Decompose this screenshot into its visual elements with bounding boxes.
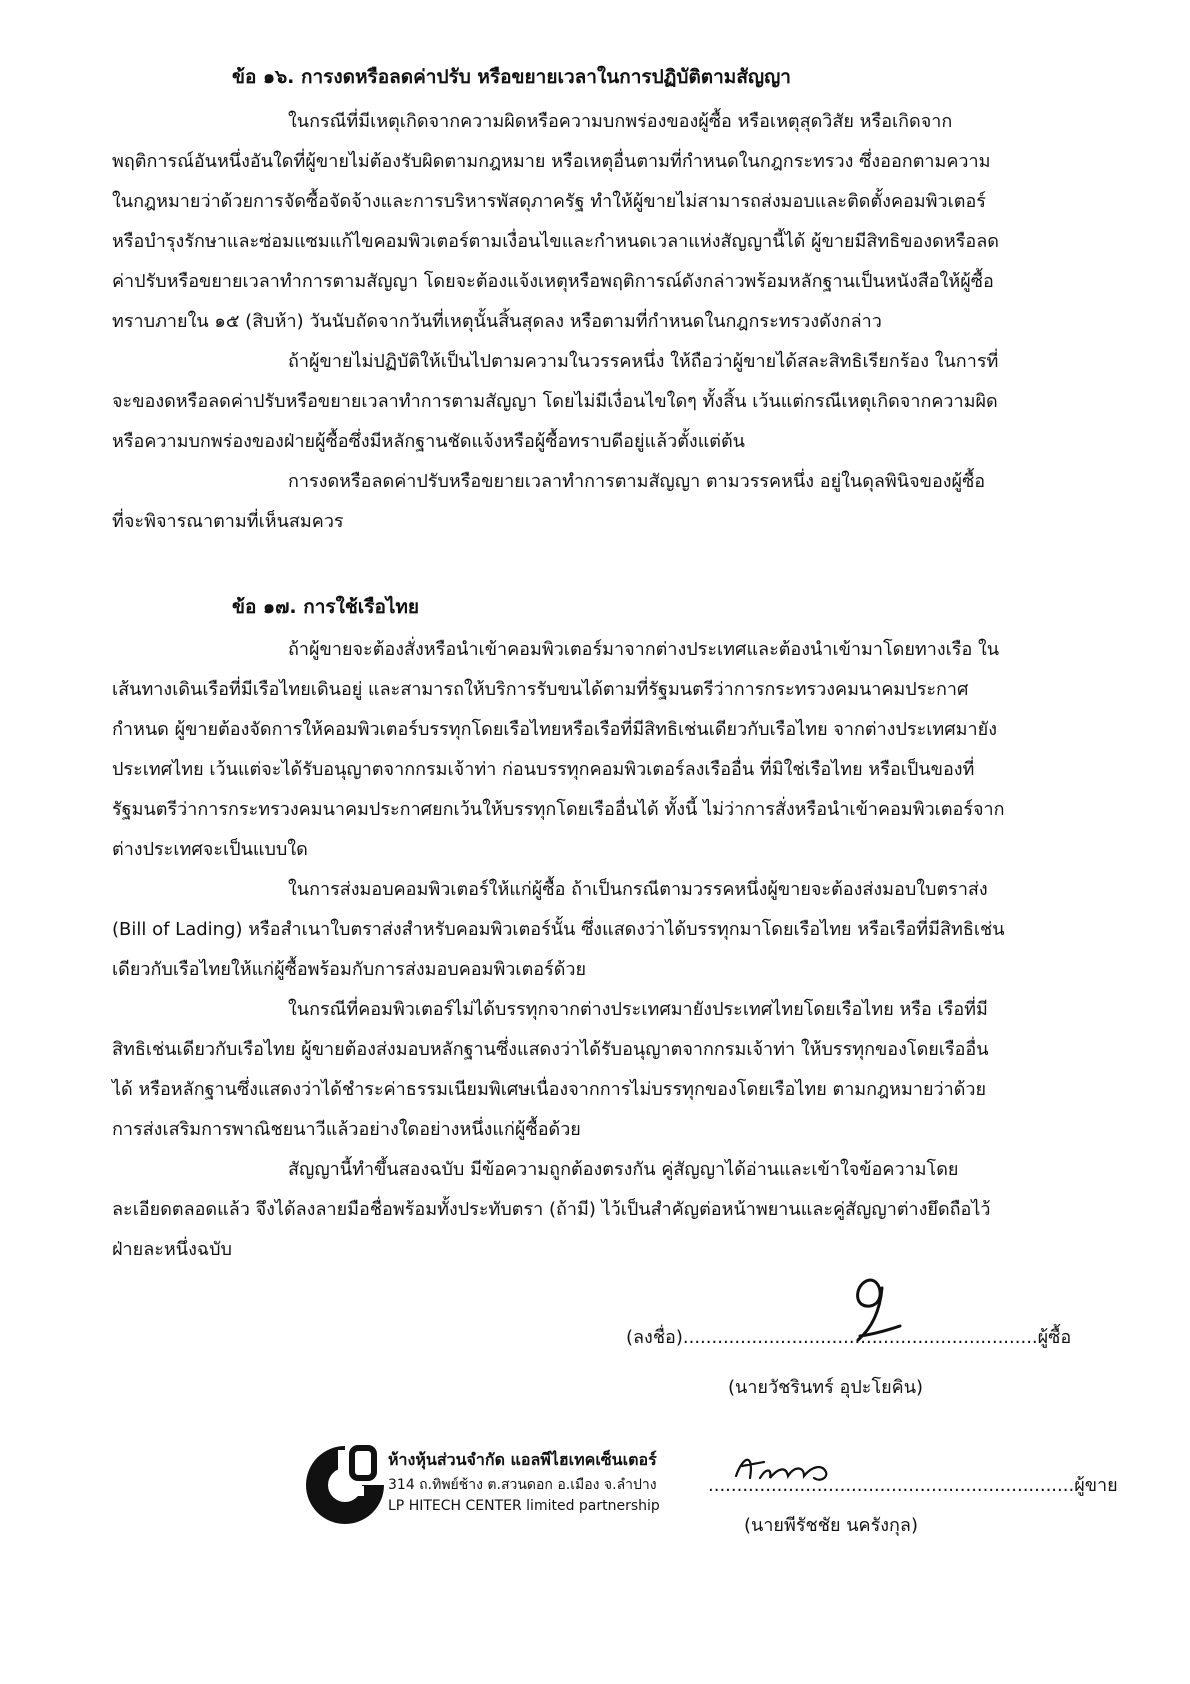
text-line: กำหนด ผู้ขายต้องจัดการให้คอมพิวเตอร์บรรทุกโดยเรือไทยหรือเรือที่มีสิทธิเช่นเดียวกับเรือไทย จากต่างประเทศมายัง (112, 719, 997, 740)
text-line: ค่าปรับหรือขยายเวลาทำการตามสัญญา โดยจะต้องแจ้งเหตุหรือพฤติการณ์ดังกล่าวพร้อมหลักฐานเป็นหนังสือให้ผู้ซื้อ (112, 271, 994, 292)
text-line: เดียวกับเรือไทยให้แก่ผู้ซื้อพร้อมกับการส่งมอบคอมพิวเตอร์ด้วย (112, 959, 587, 980)
buyer-signature-line: (ลงชื่อ)..............................................................ผู้ซื้อ (626, 1327, 1072, 1348)
text-line: ต่างประเทศจะเป็นแบบใด (112, 839, 308, 860)
clause-16-heading: ข้อ ๑๖. การงดหรือลดค่าปรับ หรือขยายเวลาในการปฏิบัติตามสัญญา (232, 66, 791, 88)
text-line: จะของดหรือลดค่าปรับหรือขยายเวลาทำการตามสัญญา โดยไม่มีเงื่อนไขใดๆ ทั้งสิ้น เว้นแต่กรณีเหตุเกิดจากความผิด (112, 391, 998, 412)
text-line: การส่งเสริมการพาณิชยนาวีแล้วอย่างใดอย่างหนึ่งแก่ผู้ซื้อด้วย (112, 1119, 581, 1140)
text-line: ในการส่งมอบคอมพิวเตอร์ให้แก่ผู้ซื้อ ถ้าเป็นกรณีตามวรรคหนึ่งผู้ขายจะต้องส่งมอบใบตราส่ง (288, 879, 988, 900)
text-line: สิทธิเช่นเดียวกับเรือไทย ผู้ขายต้องส่งมอบหลักฐานซึ่งแสดงว่าได้รับอนุญาตจากกรมเจ้าท่า ให้บรรทุกของโดยเรืออื่น (112, 1039, 989, 1060)
seller-name: (นายพีรัชชัย นครังกุล) (744, 1515, 918, 1536)
text-line: ละเอียดตลอดแล้ว จึงได้ลงลายมือชื่อพร้อมทั้งประทับตรา (ถ้ามี) ไว้เป็นสำคัญต่อหน้าพยานและคู่สัญญาต่างยึดถือไว้ (112, 1199, 991, 1220)
text-line: การงดหรือลดค่าปรับหรือขยายเวลาทำการตามสัญญา ตามวรรคหนึ่ง อยู่ในดุลพินิจของผู้ซื้อ (288, 471, 986, 492)
seller-signature-line: ................................................................ผู้ขาย (708, 1475, 1118, 1496)
text-line: พฤติการณ์อันหนึ่งอันใดที่ผู้ขายไม่ต้องรับผิดตามกฎหมาย หรือเหตุอื่นตามที่กำหนดในกฎกระทรวง ซึ่งออกตามความ (112, 151, 991, 172)
stamp-address: 314 ถ.ทิพย์ช้าง ต.สวนดอก อ.เมือง จ.ลำปาง (388, 1477, 657, 1493)
company-stamp (300, 1440, 700, 1570)
text-line: สัญญานี้ทำขึ้นสองฉบับ มีข้อความถูกต้องตรงกัน คู่สัญญาได้อ่านและเข้าใจข้อความโดย (288, 1159, 959, 1180)
text-line: หรือความบกพร่องของฝ่ายผู้ซื้อซึ่งมีหลักฐานชัดแจ้งหรือผู้ซื้อทราบดีอยู่แล้วตั้งแต่ต้น (112, 431, 745, 452)
text-line: ทราบภายใน ๑๕ (สิบห้า) วันนับถัดจากวันที่เหตุนั้นสิ้นสุดลง หรือตามที่กำหนดในกฎกระทรวงดังกล่าว (112, 311, 882, 332)
text-line: ในกฎหมายว่าด้วยการจัดซื้อจัดจ้างและการบริหารพัสดุภาครัฐ ทำให้ผู้ขายไม่สามารถส่งมอบและติดตั้งคอมพิวเตอร์ (112, 191, 986, 212)
stamp-company-english: LP HITECH CENTER limited partnership (388, 1498, 660, 1514)
text-line: รัฐมนตรีว่าการกระทรวงคมนาคมประกาศยกเว้นให้บรรทุกโดยเรืออื่นได้ ทั้งนี้ ไม่ว่าการสั่งหรือนำเข้าคอมพิวเตอร์จาก (112, 799, 1005, 820)
buyer-name: (นายวัชรินทร์ อุปะโยคิน) (728, 1377, 924, 1398)
text-line: เส้นทางเดินเรือที่มีเรือไทยเดินอยู่ และสามารถให้บริการรับขนได้ตามที่รัฐมนตรีว่าการกระทรวงคมนาคมประกาศ (112, 679, 969, 700)
text-line: ประเทศไทย เว้นแต่จะได้รับอนุญาตจากกรมเจ้าท่า ก่อนบรรทุกคอมพิวเตอร์ลงเรืออื่น ที่มิใช่เรือไทย หรือเป็นของที่ (112, 759, 975, 780)
text-line: ถ้าผู้ขายไม่ปฏิบัติให้เป็นไปตามความในวรรคหนึ่ง ให้ถือว่าผู้ขายได้สละสิทธิเรียกร้อง ในการที่ (288, 351, 999, 372)
company-logo-icon (300, 1440, 390, 1530)
text-line: ได้ หรือหลักฐานซึ่งแสดงว่าได้ชำระค่าธรรมเนียมพิเศษเนื่องจากการไม่บรรทุกของโดยเรือไทย ตามกฎหมายว่าด้วย (112, 1079, 987, 1100)
text-line: (Bill of Lading) หรือสำเนาใบตราส่งสำหรับคอมพิวเตอร์นั้น ซึ่งแสดงว่าได้บรรทุกมาโดยเรือไทย หรือเรือที่มีสิทธิเช่น (112, 919, 1005, 940)
stamp-company-thai: ห้างหุ้นส่วนจำกัด แอลพีไฮเทคเซ็นเตอร์ (388, 1450, 657, 1469)
text-line: หรือบำรุงรักษาและซ่อมแซมแก้ไขคอมพิวเตอร์ตามเงื่อนไขและกำหนดเวลาแห่งสัญญานี้ได้ ผู้ขายมีสิทธิของดหรือลด (112, 231, 999, 252)
text-line: ที่จะพิจารณาตามที่เห็นสมควร (112, 511, 344, 532)
text-line: ฝ่ายละหนึ่งฉบับ (112, 1239, 232, 1260)
text-line: ในกรณีที่คอมพิวเตอร์ไม่ได้บรรทุกจากต่างประเทศมายังประเทศไทยโดยเรือไทย หรือ เรือที่มี (288, 999, 988, 1020)
text-line: ในกรณีที่มีเหตุเกิดจากความผิดหรือความบกพร่องของผู้ซื้อ หรือเหตุสุดวิสัย หรือเกิดจาก (288, 111, 953, 132)
text-line: ถ้าผู้ขายจะต้องสั่งหรือนำเข้าคอมพิวเตอร์มาจากต่างประเทศและต้องนำเข้ามาโดยทางเรือ ใน (288, 639, 1000, 660)
clause-17-heading: ข้อ ๑๗. การใช้เรือไทย (232, 596, 420, 618)
